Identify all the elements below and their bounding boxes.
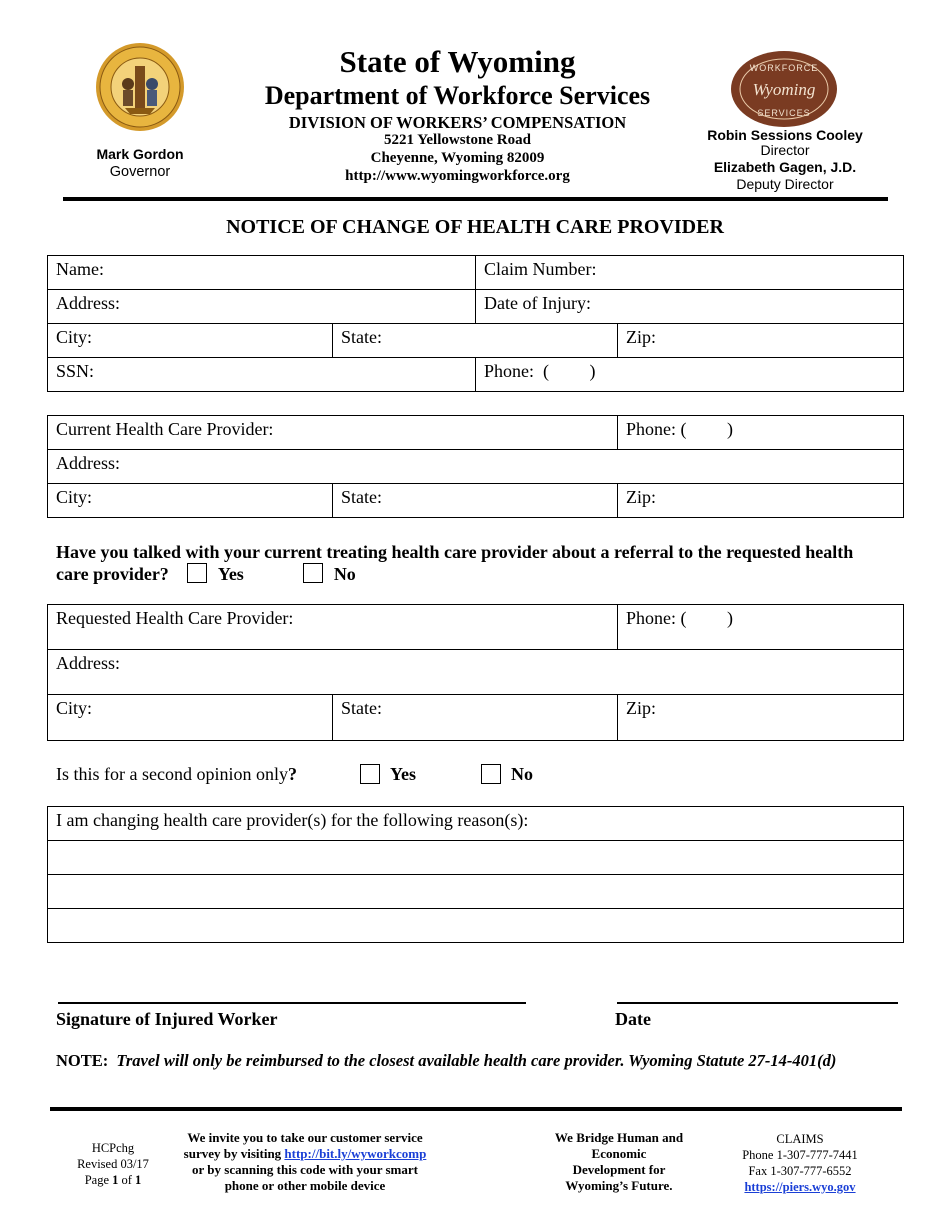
claimant-state-field[interactable]: State: <box>333 324 618 358</box>
requested-provider-address-field[interactable]: Address: <box>48 650 904 695</box>
current-provider-address-field[interactable]: Address: <box>48 450 904 484</box>
motto-line-4: Wyoming’s Future. <box>565 1178 673 1193</box>
current-provider-field[interactable]: Current Health Care Provider: <box>48 416 618 450</box>
division-title: DIVISION OF WORKERS’ COMPENSATION <box>288 113 627 132</box>
requested-provider-phone-field[interactable]: Phone: ( ) <box>618 605 904 650</box>
signature-label: Signature of Injured Worker <box>56 1009 278 1029</box>
second-opinion-qmark: ? <box>287 764 297 784</box>
referral-question-label: care provider? <box>56 564 169 584</box>
referral-no-checkbox[interactable] <box>303 563 323 583</box>
current-provider-zip-field[interactable]: Zip: <box>618 484 904 518</box>
survey-link[interactable]: http://bit.ly/wyworkcomp <box>284 1146 427 1161</box>
footer-divider <box>50 1107 902 1111</box>
street-address: 5221 Yellowstone Road <box>384 132 531 148</box>
claims-block <box>720 1131 880 1195</box>
form-title: NOTICE OF CHANGE OF HEALTH CARE PROVIDER <box>226 216 724 238</box>
reason-line-1[interactable] <box>48 841 904 875</box>
claims-title: CLAIMS <box>776 1132 824 1146</box>
motto-block <box>530 1130 708 1194</box>
header-divider <box>63 197 888 201</box>
second-opinion-yes-label: Yes <box>390 764 416 784</box>
claimant-city-field[interactable]: City: <box>48 324 333 358</box>
wyoming-state-seal <box>95 42 185 132</box>
travel-note <box>56 1051 836 1071</box>
claimant-name-field[interactable]: Name: <box>48 256 476 290</box>
governor-title: Governor <box>109 164 171 180</box>
claimant-ssn-field[interactable]: SSN: <box>48 358 476 392</box>
claims-fax: Fax 1-307-777-6552 <box>748 1164 852 1178</box>
date-of-injury-field[interactable]: Date of Injury: <box>476 290 904 324</box>
deputy-name: Elizabeth Gagen, J.D. <box>713 159 857 175</box>
date-label: Date <box>615 1009 651 1029</box>
second-opinion-no-label: No <box>511 764 533 784</box>
survey-block <box>160 1130 450 1194</box>
claimant-address-field[interactable]: Address: <box>48 290 476 324</box>
survey-line-2: survey by visiting http://bit.ly/wyworkcomp <box>183 1146 427 1161</box>
reason-line-2[interactable] <box>48 875 904 909</box>
claims-link[interactable]: https://piers.wyo.gov <box>744 1180 856 1194</box>
date-line[interactable] <box>617 1002 898 1004</box>
requested-provider-zip-field[interactable]: Zip: <box>618 695 904 741</box>
second-opinion-yes-checkbox[interactable] <box>360 764 380 784</box>
logo-bottom-text: SERVICES <box>757 108 811 118</box>
motto-line-3: Development for <box>572 1162 666 1177</box>
note-text: Travel will only be reimbursed to the closest available health care provider. Wyoming Statute 27-14-401(d) <box>116 1051 837 1070</box>
requested-provider-table <box>47 604 904 741</box>
motto-line-2: Economic <box>591 1146 647 1161</box>
referral-yes-checkbox[interactable] <box>187 563 207 583</box>
reasons-label: I am changing health care provider(s) for the following reason(s): <box>48 807 904 841</box>
logo-top-text: WORKFORCE <box>749 63 819 73</box>
workforce-services-logo <box>730 50 838 128</box>
signature-line[interactable] <box>58 1002 526 1004</box>
second-opinion-no-checkbox[interactable] <box>481 764 501 784</box>
director-title: Director <box>760 142 810 158</box>
department-title: Department of Workforce Services <box>264 81 651 110</box>
state-title: State of Wyoming <box>339 44 576 79</box>
deputy-title: Deputy Director <box>736 176 834 192</box>
survey-line-3: or by scanning this code with your smart <box>192 1162 418 1177</box>
referral-question-text-cont <box>56 563 356 585</box>
requested-provider-city-field[interactable]: City: <box>48 695 333 741</box>
city-address: Cheyenne, Wyoming 82009 <box>370 150 545 166</box>
page-number: Page 1 of 1 <box>84 1173 142 1187</box>
requested-provider-state-field[interactable]: State: <box>333 695 618 741</box>
survey-line-4: phone or other mobile device <box>224 1178 386 1193</box>
motto-line-1: We Bridge Human and <box>554 1130 684 1145</box>
referral-question-text: Have you talked with your current treating health care provider about a referral to the requested health <box>56 542 854 562</box>
current-provider-city-field[interactable]: City: <box>48 484 333 518</box>
reason-line-3[interactable] <box>48 909 904 943</box>
current-provider-table <box>47 415 904 518</box>
second-opinion-question <box>56 763 297 785</box>
claims-phone: Phone 1-307-777-7441 <box>742 1148 858 1162</box>
current-provider-state-field[interactable]: State: <box>333 484 618 518</box>
form-id-block <box>58 1140 168 1188</box>
website: http://www.wyomingworkforce.org <box>345 168 570 184</box>
revised-date: Revised 03/17 <box>77 1157 149 1171</box>
claim-number-field[interactable]: Claim Number: <box>476 256 904 290</box>
survey-line-1: We invite you to take our customer service <box>187 1130 423 1145</box>
reasons-table <box>47 806 904 943</box>
claimant-table <box>47 255 904 392</box>
current-provider-phone-field[interactable]: Phone: ( ) <box>618 416 904 450</box>
referral-yes-label: Yes <box>217 564 244 584</box>
referral-no-label: No <box>333 564 356 584</box>
form-id: HCPchg <box>91 1141 135 1155</box>
claimant-zip-field[interactable]: Zip: <box>618 324 904 358</box>
governor-name: Mark Gordon <box>96 146 184 162</box>
note-label: NOTE: <box>56 1051 109 1070</box>
claimant-phone-field[interactable]: Phone: ( ) <box>476 358 904 392</box>
logo-script-text: Wyoming <box>752 80 816 99</box>
director-name: Robin Sessions Cooley <box>707 127 863 143</box>
requested-provider-field[interactable]: Requested Health Care Provider: <box>48 605 618 650</box>
second-opinion-text: Is this for a second opinion only <box>56 764 288 784</box>
